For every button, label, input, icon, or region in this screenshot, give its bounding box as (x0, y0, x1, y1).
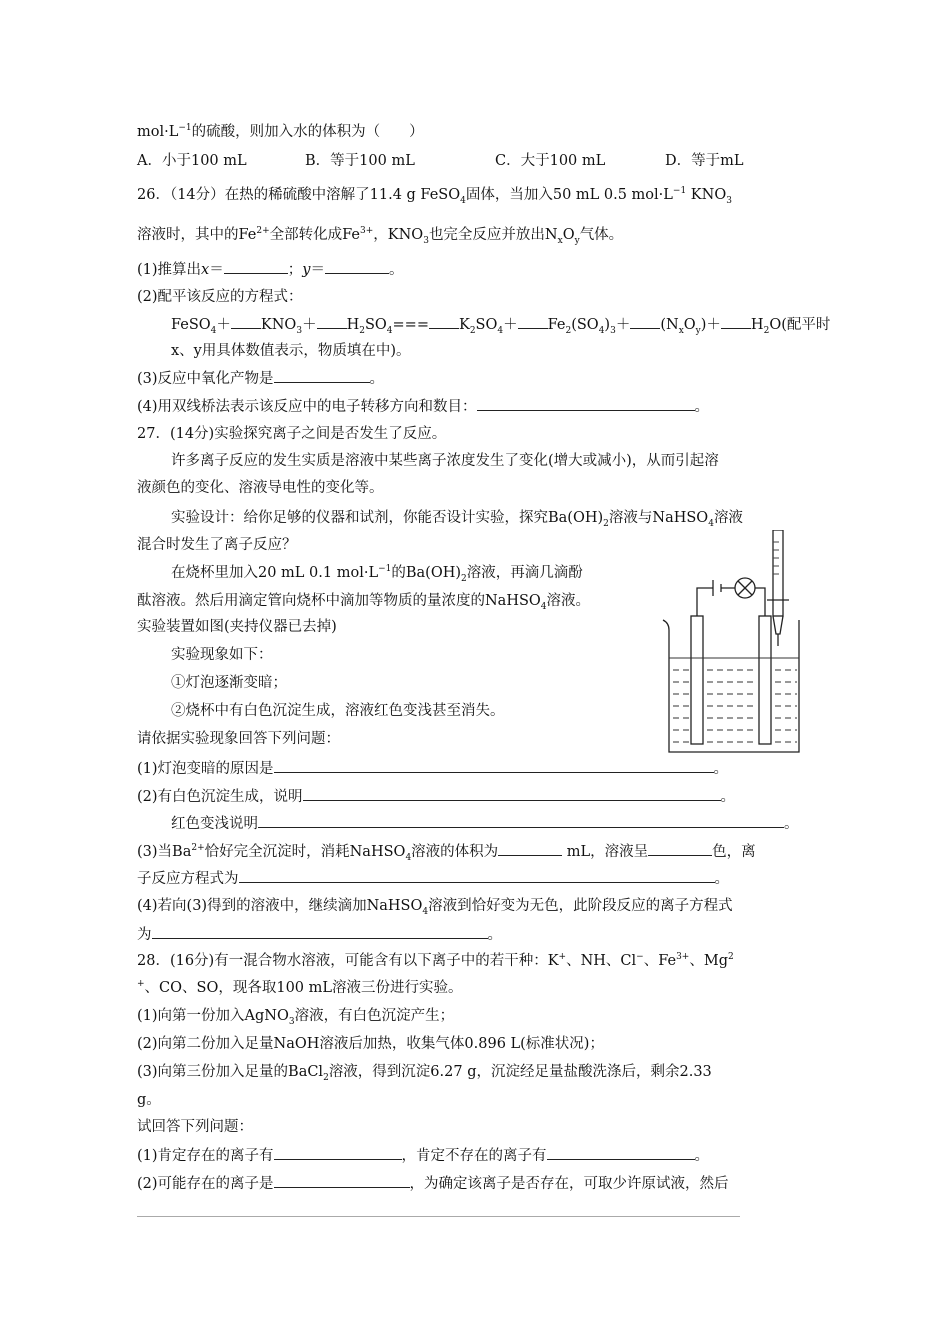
answer-blank[interactable] (239, 868, 715, 883)
coefficient-blank[interactable] (429, 314, 459, 329)
q25-option-d: D．等于mL (665, 153, 744, 169)
q25-option-c: C．大于100 mL (495, 153, 606, 169)
q27-procedure-line2: 酞溶液。然后用滴定管向烧杯中滴加等物质的量浓度的NaHSO$_4$溶液。 (137, 593, 591, 612)
q25-option-a: A．小于100 mL (137, 153, 247, 169)
q28-experiment-1: (1)向第一份加入AgNO$_3$溶液，有白色沉淀产生； (137, 1008, 455, 1027)
coefficient-blank[interactable] (630, 314, 660, 329)
q27-phenomena-title: 实验现象如下： (171, 647, 273, 663)
answer-blank[interactable] (547, 1145, 695, 1160)
q28-answer-2: (2)可能存在的离子是 ，为确定该离子是否存在，可取少许原试液，然后 (137, 1173, 729, 1194)
q27-answer-1: (1)灯泡变暗的原因是 。 (137, 758, 728, 779)
q28-stem-line2: +、CO、SO，现各取100 mL溶液三份进行实验。 (137, 979, 463, 996)
answer-blank[interactable] (274, 758, 714, 773)
q26-part4: (4)用双线桥法表示该反应中的电子转移方向和数目： 。 (137, 396, 709, 417)
q27-answer-3-line2: 子反应方程式为 。 (137, 868, 729, 889)
q26-part2: (2)配平该反应的方程式： (137, 289, 303, 305)
q27-phenomenon-1: ①灯泡逐渐变暗； (171, 675, 287, 691)
q28-experiment-2: (2)向第二份加入足量NaOH溶液后加热，收集气体0.896 L(标准状况)； (137, 1036, 604, 1052)
q26-stem-line1: 26．（14分）在热的稀硫酸中溶解了11.4 g FeSO$_4$固体，当加入50 mL 0.5 $mol\cdot L^{-1}$ $KNO_3$ (137, 186, 732, 206)
q28-experiment-3-line1: (3)向第三份加入足量的BaCl$_2$溶液，得到沉淀6.27 g，沉淀经足量盐酸洗涤后，剩余2.33 (137, 1064, 712, 1083)
q27-design-line1: 实验设计：给你足够的仪器和试剂，你能否设计实验，探究$Ba(OH)_2$溶液与NaHSO$_4$溶液 (171, 510, 743, 529)
q27-design-line2: 混合时发生了离子反应？ (137, 537, 297, 553)
q28-experiment-3-line2: g。 (137, 1092, 161, 1108)
answer-blank[interactable] (152, 924, 488, 939)
q26-part1: (1)推算出x＝ ；y＝ 。 (137, 259, 403, 280)
coefficient-blank[interactable] (231, 314, 261, 329)
coefficient-blank[interactable] (518, 314, 548, 329)
q26-equation: FeSO$_4$＋ $KNO_3+ H_2SO_4=== K_2SO_4+ Fe_2(SO_4)_3+ (N_xO_y)+ H_2O$(配平时 (171, 314, 830, 335)
answer-blank[interactable] (274, 1173, 410, 1188)
conductivity-apparatus-figure (655, 530, 825, 760)
q26-equation-note: x、y用具体数值表示，物质填在中)。 (171, 343, 411, 359)
answer-blank[interactable] (498, 841, 562, 856)
q27-para1-line1: 许多离子反应的发生实质是溶液中某些离子浓度发生了变化(增大或减小)，从而引起溶 (171, 453, 719, 469)
q27-procedure-line1: 在烧杯里加入20 mL 0.1 $mol\cdot L^{-1}$的$Ba(OH)_2$溶液，再滴几滴酚 (171, 564, 583, 584)
q28-answer-1: (1)肯定存在的离子有 ，肯定不存在的离子有 。 (137, 1145, 709, 1166)
q27-para1-line2: 液颜色的变化、溶液导电性的变化等。 (137, 480, 384, 496)
answer-blank[interactable] (274, 368, 370, 383)
q27-answer-4-line2: 为 。 (137, 924, 502, 945)
answer-blank[interactable] (477, 396, 695, 411)
answer-blank[interactable] (274, 1145, 402, 1160)
coefficient-blank[interactable] (317, 314, 347, 329)
answer-blank[interactable] (648, 841, 712, 856)
q27-answer-4-line1: (4)若向(3)得到的溶液中，继续滴加NaHSO$_4$溶液到恰好变为无色，此阶段反应的离子方程式 (137, 898, 733, 917)
circuit-wire (697, 588, 765, 616)
q25-stem-tail: $mol\cdot L^{-1}$的硫酸，则加入水的体积为（ ） (137, 123, 424, 140)
q27-apparatus-note: 实验装置如图(夹持仪器已去掉) (137, 619, 337, 635)
q27-title: 27．(14分)实验探究离子之间是否发生了反应。 (137, 426, 447, 442)
q27-ask: 请依据实验现象回答下列问题： (137, 731, 340, 747)
burette (773, 530, 783, 616)
q26-part3: (3)反应中氧化产物是 。 (137, 368, 384, 389)
electrode-left (691, 616, 703, 744)
answer-blank[interactable] (258, 813, 784, 828)
answer-blank[interactable] (303, 786, 721, 801)
answer-blank[interactable] (224, 259, 288, 274)
footer-rule (137, 1216, 740, 1217)
coefficient-blank[interactable] (721, 314, 751, 329)
q28-stem-line1: 28．(16分)有一混合物水溶液，可能含有以下离子中的若干种：K+、NH、Cl−、$Fe^{3+}$、Mg$^2$ (137, 952, 734, 969)
q27-answer-3-line1: (3)当$Ba^{2+}$恰好完全沉淀时，消耗NaHSO$_4$溶液的体积为 mL，溶液呈 色，离 (137, 841, 756, 862)
answer-blank[interactable] (325, 259, 389, 274)
q27-phenomenon-2: ②烧杯中有白色沉淀生成，溶液红色变浅甚至消失。 (171, 703, 505, 719)
q27-answer-2: (2)有白色沉淀生成，说明 。 (137, 786, 735, 807)
electrode-right (759, 616, 771, 744)
q25-option-b: B．等于100 mL (305, 153, 415, 169)
q27-answer-2-red: 红色变浅说明 。 (171, 813, 799, 834)
q26-stem-line2: 溶液时，其中的$Fe^{2+}$全部转化成$Fe^{3+}$，$KNO_3$也完全反应并放出$N_xO_y$气体。 (137, 226, 624, 246)
q28-ask: 试回答下列问题： (137, 1119, 253, 1135)
